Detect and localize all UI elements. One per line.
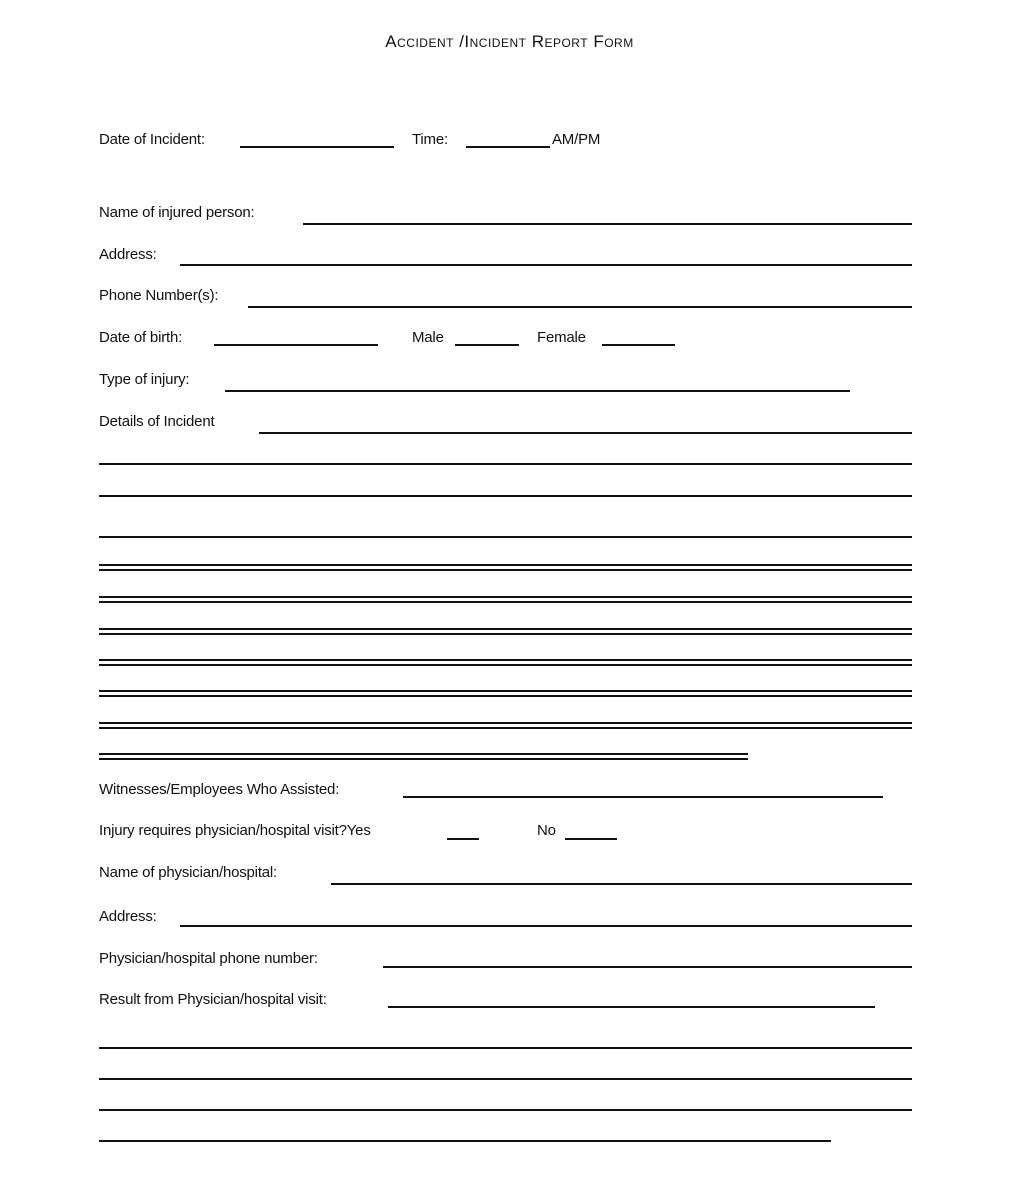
details-field-line-5[interactable] — [99, 564, 912, 571]
physician-name-label: Name of physician/hospital: — [99, 864, 278, 881]
details-field-line-1[interactable] — [259, 432, 912, 434]
physician-visit-label: Injury requires physician/hospital visit?Yes — [99, 822, 371, 839]
details-field-line-8[interactable] — [99, 659, 912, 666]
injured-name-field[interactable] — [303, 223, 912, 225]
date-of-incident-field[interactable] — [240, 146, 394, 148]
dob-field[interactable] — [214, 344, 378, 346]
physician-phone-field[interactable] — [383, 966, 912, 968]
phone-field[interactable] — [248, 306, 912, 308]
result-label: Result from Physician/hospital visit: — [99, 991, 327, 1008]
address-field[interactable] — [180, 264, 912, 266]
address-label: Address: — [99, 246, 157, 263]
result-field-line-2[interactable] — [99, 1047, 912, 1049]
result-field-line-1[interactable] — [388, 1006, 875, 1008]
physician-name-field[interactable] — [331, 883, 912, 885]
no-label: No — [537, 822, 556, 839]
details-field-line-4[interactable] — [99, 536, 912, 538]
result-field-line-4[interactable] — [99, 1109, 912, 1111]
details-field-line-2[interactable] — [99, 463, 912, 465]
details-field-line-3[interactable] — [99, 495, 912, 497]
form-title: Accident /Incident Report Form — [385, 32, 634, 51]
time-label: Time: — [412, 131, 448, 148]
phone-label: Phone Number(s): — [99, 287, 219, 304]
injury-type-field[interactable] — [225, 390, 850, 392]
details-label: Details of Incident — [99, 413, 215, 430]
male-label: Male — [412, 329, 444, 346]
female-label: Female — [537, 329, 586, 346]
injured-name-label: Name of injured person: — [99, 204, 255, 221]
witnesses-label: Witnesses/Employees Who Assisted: — [99, 781, 340, 798]
witnesses-field[interactable] — [403, 796, 883, 798]
physician-visit-no-field[interactable] — [565, 838, 617, 840]
physician-phone-label: Physician/hospital phone number: — [99, 950, 318, 967]
female-field[interactable] — [602, 344, 675, 346]
dob-label: Date of birth: — [99, 329, 183, 346]
physician-address-label: Address: — [99, 908, 157, 925]
result-field-line-3[interactable] — [99, 1078, 912, 1080]
result-field-line-5[interactable] — [99, 1140, 831, 1142]
details-field-line-6[interactable] — [99, 596, 912, 603]
male-field[interactable] — [455, 344, 519, 346]
time-field[interactable] — [466, 146, 550, 148]
details-field-line-7[interactable] — [99, 628, 912, 635]
details-field-line-10[interactable] — [99, 722, 912, 729]
details-field-line-11[interactable] — [99, 753, 748, 760]
physician-visit-yes-field[interactable] — [447, 838, 479, 840]
injury-type-label: Type of injury: — [99, 371, 190, 388]
ampm-label: AM/PM — [552, 131, 601, 148]
physician-address-field[interactable] — [180, 925, 912, 927]
date-of-incident-label: Date of Incident: — [99, 131, 205, 148]
details-field-line-9[interactable] — [99, 690, 912, 697]
